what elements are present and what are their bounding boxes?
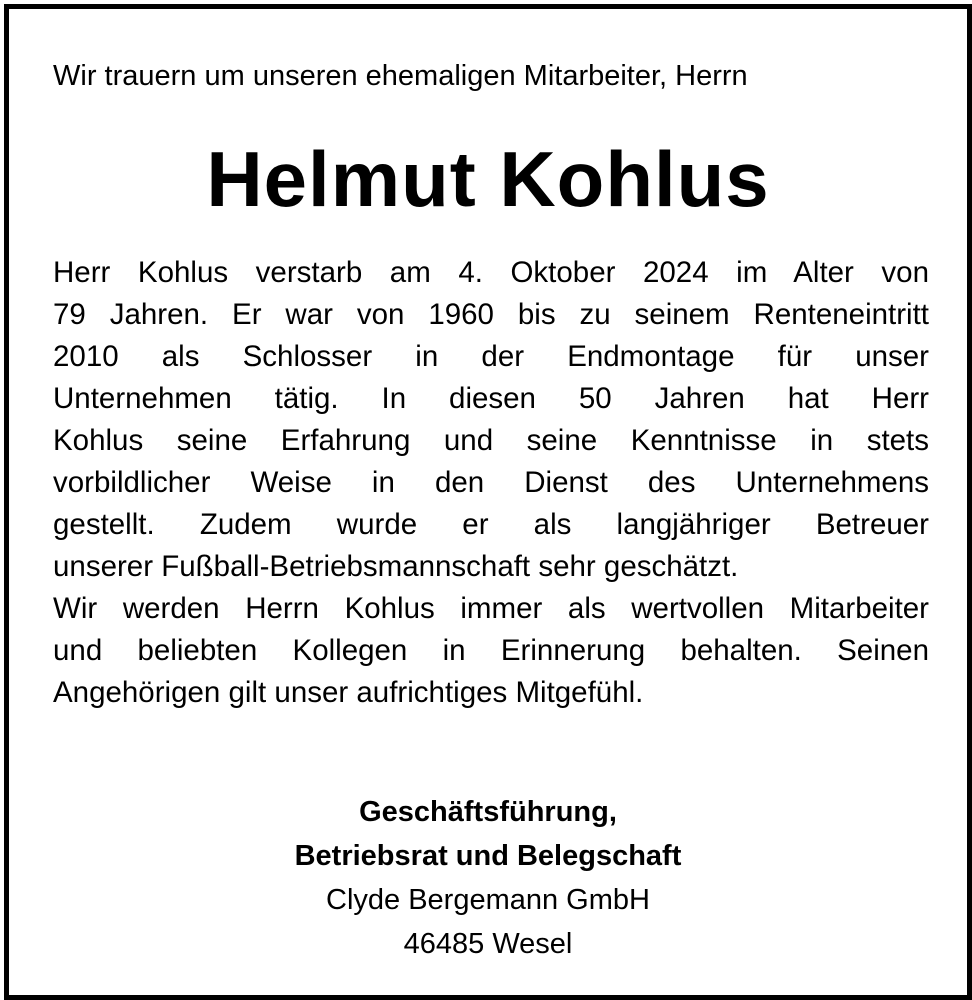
signature-line-management: Geschäftsführung, [359,796,617,828]
body-line: gestellt. Zudem wurde er als langjähriger Betreuer [53,508,929,541]
obituary-frame [4,4,972,1000]
company-address: 46485 Wesel [403,928,573,960]
body-line: und beliebten Kollegen in Erinnerung behalten. Seinen [53,634,929,667]
company-name: Clyde Bergemann GmbH [326,884,650,916]
body-line: 79 Jahren. Er war von 1960 bis zu seinem Renteneintritt [53,298,929,331]
signature-line-staff: Betriebsrat und Belegschaft [294,840,682,872]
body-line: Kohlus seine Erfahrung und seine Kenntnisse in stets [53,424,929,457]
body-line: Unternehmen tätig. In diesen 50 Jahren hat Herr [53,382,929,415]
obituary-body [53,252,929,714]
body-line: unserer Fußball-Betriebsmannschaft sehr geschätzt. [53,550,739,583]
body-line: Angehörigen gilt unser aufrichtiges Mitgefühl. [53,676,644,709]
signature-block [9,790,967,966]
body-line: Wir werden Herrn Kohlus immer als wertvollen Mitarbeiter [53,592,929,625]
deceased-name: Helmut Kohlus [206,135,770,223]
body-line: vorbildlicher Weise in den Dienst des Unternehmens [53,466,929,499]
body-line: Herr Kohlus verstarb am 4. Oktober 2024 im Alter von [53,256,929,289]
intro-text: Wir trauern um unseren ehemaligen Mitarbeiter, Herrn [53,60,748,92]
body-line: 2010 als Schlosser in der Endmontage für unser [53,340,929,373]
